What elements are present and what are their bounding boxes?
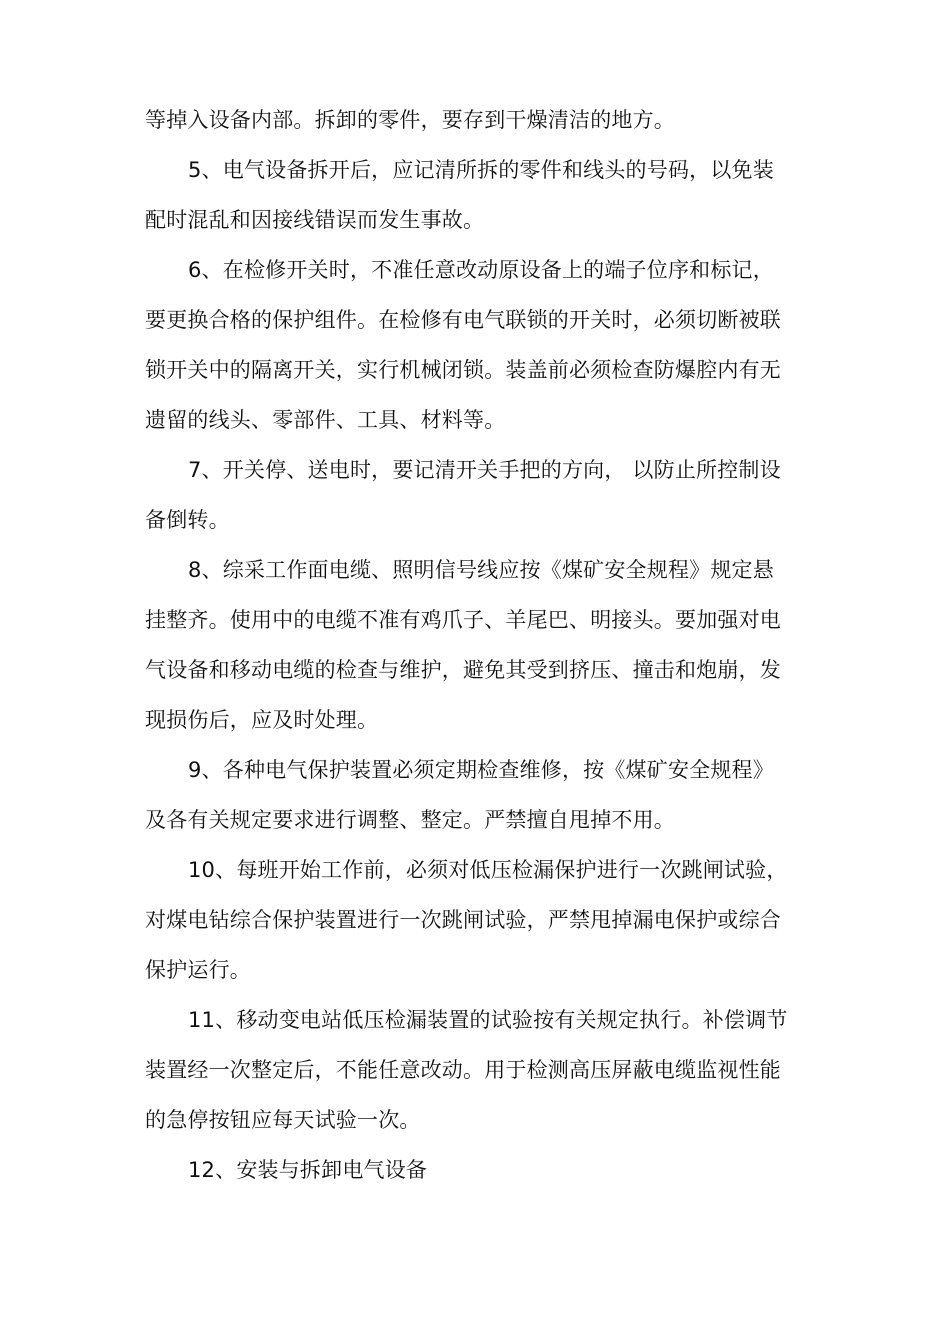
text-line: 遗留的线头、零部件、工具、材料等。 bbox=[145, 408, 506, 432]
text-line: 气设备和移动电缆的检查与维护，避免其受到挤压、撞击和炮崩，发 bbox=[145, 658, 781, 682]
text-line: 要更换合格的保护组件。在检修有电气联锁的开关时，必须切断被联 bbox=[145, 308, 781, 332]
text-line: 5、电气设备拆开后，应记清所拆的零件和线头的号码，以免装 bbox=[188, 158, 774, 182]
text-line: 等掉入设备内部。拆卸的零件，要存到干燥清洁的地方。 bbox=[145, 108, 675, 132]
text-line: 锁开关中的隔离开关，实行机械闭锁。装盖前必须检查防爆腔内有无 bbox=[145, 358, 781, 382]
text-line: 对煤电钻综合保护装置进行一次跳闸试验，严禁甩掉漏电保护或综合 bbox=[145, 908, 781, 932]
text-line: 12、安装与拆卸电气设备 bbox=[188, 1158, 428, 1182]
text-line: 7、开关停、送电时，要记清开关手把的方向， 以防止所控制设 bbox=[188, 458, 781, 482]
text-line: 6、在检修开关时，不准任意改动原设备上的端子位序和标记， bbox=[188, 258, 774, 282]
text-line: 8、综采工作面电缆、照明信号线应按《煤矿安全规程》规定悬 bbox=[188, 558, 774, 582]
text-line: 备倒转。 bbox=[145, 508, 230, 532]
text-line: 现损伤后，应及时处理。 bbox=[145, 708, 379, 732]
text-line: 及各有关规定要求进行调整、整定。严禁擅自甩掉不用。 bbox=[145, 808, 675, 832]
text-line: 9、各种电气保护装置必须定期检查维修，按《煤矿安全规程》 bbox=[188, 758, 774, 782]
text-line: 配时混乱和因接线错误而发生事故。 bbox=[145, 208, 485, 232]
text-line: 11、移动变电站低压检漏装置的试验按有关规定执行。补偿调节 bbox=[188, 1008, 788, 1032]
text-line: 10、每班开始工作前，必须对低压检漏保护进行一次跳闸试验， bbox=[188, 858, 788, 882]
text-line: 装置经一次整定后，不能任意改动。用于检测高压屏蔽电缆监视性能 bbox=[145, 1058, 781, 1082]
text-line: 挂整齐。使用中的电缆不准有鸡爪子、羊尾巴、明接头。要加强对电 bbox=[145, 608, 781, 632]
text-line: 的急停按钮应每天试验一次。 bbox=[145, 1108, 421, 1132]
text-line: 保护运行。 bbox=[145, 958, 251, 982]
